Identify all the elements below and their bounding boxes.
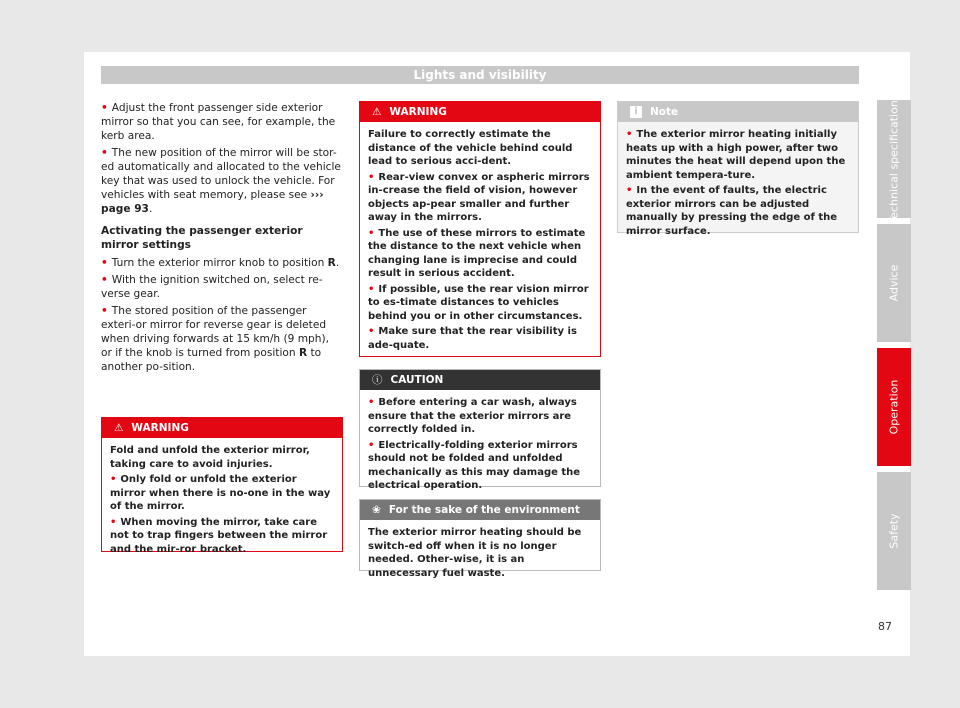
caution-box xyxy=(359,369,601,491)
note-body xyxy=(618,122,858,246)
list-item: • Adjust the front passenger side exterior mirror so that you can see, for example, the kerb area. xyxy=(101,102,336,142)
list-item: • If possible, use the rear vision mirror to es-timate distances to vehicles behind you or in other circumstances. xyxy=(368,283,589,322)
list-item: • Before entering a car wash, always ensure that the exterior mirrors are correctly folded in. xyxy=(368,397,577,435)
bullet-icon: • xyxy=(368,397,375,408)
bullet-icon: • xyxy=(101,257,108,269)
caution-circle-icon: ⓘ xyxy=(372,374,383,386)
note-header: i Note xyxy=(618,102,858,122)
warning-body: Fold and unfold the exterior mirror, taking care to avoid injuries. • Only fold or unfold the exterior mirror when there is no-one in the way of the mirror. • When moving the mirror, take care not to trap fingers between the mirror and the mir-ror bracket. xyxy=(102,438,342,564)
page-link[interactable]: ››› page 93 xyxy=(101,189,324,215)
bullet-icon: • xyxy=(368,326,375,337)
list-item: • The stored position of the passenger exteri-or mirror for reverse gear is deleted when driving forwards at 15 km/h (9 mph), or if the knob is turned from position R to another po-sition. xyxy=(101,305,329,373)
list-item: • Make sure that the rear visibility is ade-quate. xyxy=(368,326,577,351)
bullet-icon: • xyxy=(368,171,375,183)
environment-body: The exterior mirror heating should be switch-ed off when it is no longer needed. Other-wise, it is an unnecessary fuel waste. xyxy=(368,527,582,579)
caution-header: ⓘ CAUTION xyxy=(360,370,600,390)
bullet-icon: • xyxy=(110,474,117,485)
page-number: 87 xyxy=(878,620,892,633)
list-item: • Only fold or unfold the exterior mirror when there is no-one in the way of the mirror. xyxy=(110,474,331,512)
warning-box-distance xyxy=(359,101,601,357)
section-header: Lights and visibility xyxy=(101,66,859,84)
list-item: • Turn the exterior mirror knob to position R. xyxy=(101,257,340,269)
bullet-icon: • xyxy=(368,439,375,451)
caution-body xyxy=(360,390,600,501)
bullet-icon: • xyxy=(101,147,108,159)
list-item: • Rear-view convex or aspheric mirrors in-crease the field of vision, however objects ap-pear smaller and further away in the mirrors. xyxy=(368,171,590,223)
note-box xyxy=(617,101,859,237)
list-item: • When moving the mirror, take care not to trap fingers between the mirror and the mir-ror bracket. xyxy=(110,516,328,555)
warning-body: Failure to correctly estimate the distance of the vehicle behind could lead to serious acci-dent. • Rear-view convex or aspheric mirrors in-crease the field of vision, however objects ap-pear smaller and further away in the mirrors. • The use of these mirrors to estimate the distance to the next vehicle when changing lane is imprecise and could result in serious accident. • If possible, use the rear vision mirror to es-timate distances to vehicles behind you or in other circumstances. • Make sure that the rear visibility is ade-quate. xyxy=(360,122,600,360)
bullet-icon: • xyxy=(626,185,633,196)
bullet-icon: • xyxy=(101,102,108,114)
tab-technical-specifications[interactable]: Technical specifications xyxy=(877,100,911,218)
bullet-icon: • xyxy=(101,305,108,317)
list-item: • With the ignition switched on, select re-verse gear. xyxy=(101,274,323,300)
bullet-icon: • xyxy=(368,283,375,295)
column-left xyxy=(101,101,343,377)
warning-header: ⚠ WARNING xyxy=(102,418,342,438)
info-icon: i xyxy=(630,106,642,118)
bullet-icon: • xyxy=(626,129,633,140)
tab-advice[interactable]: Advice xyxy=(877,224,911,342)
list-item: • In the event of faults, the electric exterior mirrors can be adjusted manually by pressing the edge of the mirror surface. xyxy=(626,185,838,237)
bullet-icon: • xyxy=(110,516,117,528)
bullet-icon: • xyxy=(101,274,108,286)
warning-header: ⚠ WARNING xyxy=(360,102,600,122)
tab-operation[interactable]: Operation xyxy=(877,348,911,466)
environment-box xyxy=(359,499,601,579)
subheading: Activating the passenger exterior mirror settings xyxy=(101,225,303,251)
flower-icon: ❀ xyxy=(372,504,381,516)
warning-box-fold xyxy=(101,417,343,555)
list-item: • Electrically-folding exterior mirrors should not be folded and unfolded mechanically as this may damage the electrical operation. xyxy=(368,439,581,491)
warning-triangle-icon: ⚠ xyxy=(372,106,382,118)
warning-triangle-icon: ⚠ xyxy=(114,422,124,434)
list-item: • The exterior mirror heating initially heats up with a high power, after two minutes the heat will depend upon the ambient tempera-ture. xyxy=(626,129,846,181)
list-item: • The use of these mirrors to estimate the distance to the next vehicle when changing lane is imprecise and could result in serious accident. xyxy=(368,227,586,279)
tab-safety[interactable]: Safety xyxy=(877,472,911,590)
bullet-icon: • xyxy=(368,227,375,239)
environment-header: ❀ For the sake of the environment xyxy=(360,500,600,520)
list-item: • The new position of the mirror will be stor-ed automatically and allocated to the vehicle key that was used to unlock the vehicle. For vehicles with seat memory, please see ››› page 93. xyxy=(101,147,341,215)
